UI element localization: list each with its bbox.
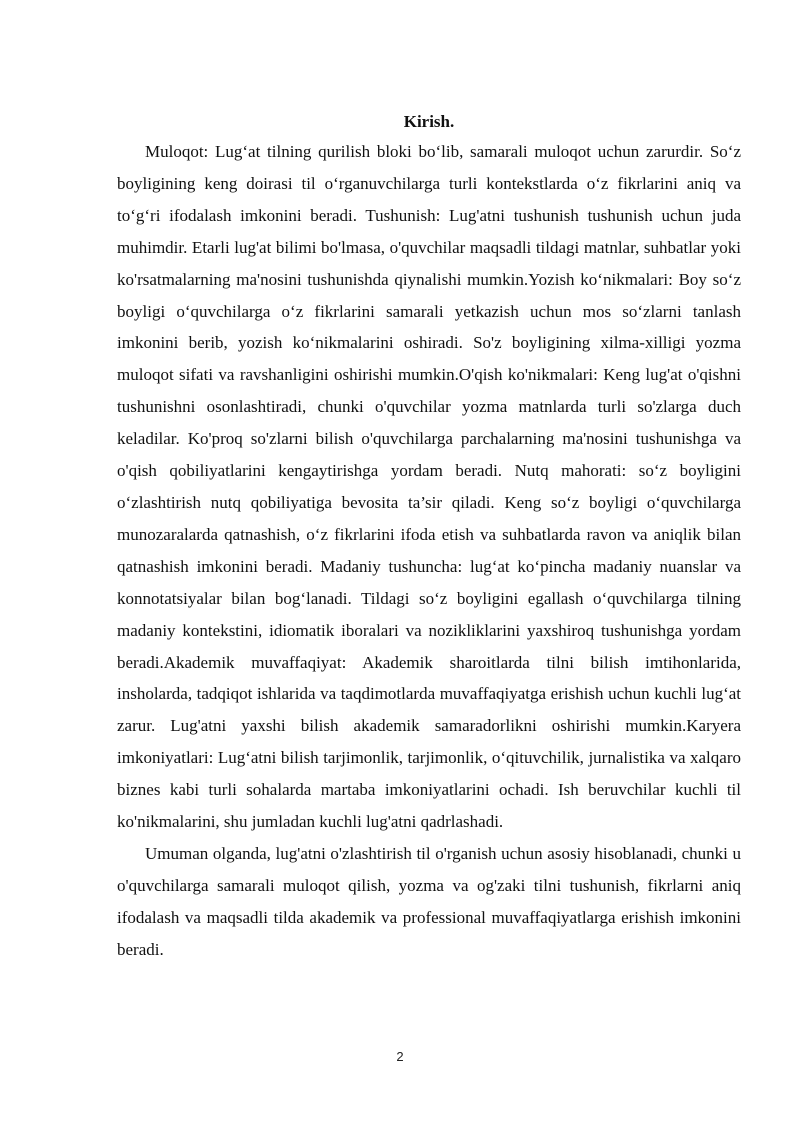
body-paragraph: Umuman olganda, lug'atni o'zlashtirish til o'rganish uchun asosiy hisoblanadi, chunki u o'quvchilarga samarali muloqot qilish, yozma va og'zaki tilni tushunish, fikrlarni aniq ifodalash va maqsadli tilda akademik va professional muvaffaqiyatlarga erishish imkonini beradi. — [117, 843, 741, 959]
document-page — [117, 108, 741, 966]
section-title: Kirish. — [403, 112, 455, 131]
page-number: 2 — [396, 1049, 404, 1064]
body-paragraph: Muloqot: Lug‘at tilning qurilish bloki bo‘lib, samarali muloqot uchun zarurdir. So‘z boyligining keng doirasi til o‘rganuvchilarga turli kontekstlarda o‘z fikrlarini aniq va to‘g‘ri ifodalash imkonini beradi. Tushunish: Lug'atni tushunish tushunish uchun juda muhimdir. Etarli lug'at bilimi bo'lmasa, o'quvchilar maqsadli tildagi matnlar, suhbatlar yoki ko'rsatmalarning ma'nosini tushunishda qiynalishi mumkin.Yozish ko‘nikmalari: Boy so‘z boyligi o‘quvchilarga o‘z fikrlarini samarali yetkazish uchun mos so‘zlarni tanlash imkonini berib, yozish ko‘nikmalarini oshiradi. So'z boyligining xilma-xilligi yozma muloqot sifati va ravshanligini oshirishi mumkin.O'qish ko'nikmalari: Keng lug'at o'qishni tushunishni osonlashtiradi, chunki o'quvchilar yozma matnlarda turli so'zlarga duch keladilar. Ko'proq so'zlarni bilish o'quvchilarga parchalarning ma'nosini tushunishga va o'qish qobiliyatlarini kengaytirishga yordam beradi. Nutq mahorati: so‘z boyligini o‘zlashtirish nutq qobiliyatiga bevosita ta’sir qiladi. Keng so‘z boyligi o‘quvchilarga munozaralarda qatnashish, o‘z fikrlarini ifoda etish va suhbatlarda ravon va aniqlik bilan qatnashish imkonini beradi. Madaniy tushuncha: lug‘at ko‘pincha madaniy nuanslar va konnotatsiyalar bilan bog‘lanadi. Tildagi so‘z boyligini egallash o‘quvchilarga tilning madaniy kontekstini, idiomatik iboralari va nozikliklarini yaxshiroq tushunishga yordam beradi.Akademik muvaffaqiyat: Akademik sharoitlarda tilni bilish imtihonlarida, insholarda, tadqiqot ishlarida va taqdimotlarda muvaffaqiyatga erishish uchun kuchli lug‘at zarur. Lug'atni yaxshi bilish akademik samaradorlikni oshirishi mumkin.Karyera imkoniyatlari: Lug‘atni bilish tarjimonlik, tarjimonlik, o‘qituvchilik, jurnalistika va xalqaro biznes kabi turli sohalarda martaba imkoniyatlarini ochadi. Ish beruvchilar kuchli til ko'nikmalarini, shu jumladan kuchli lug'atni qadrlashadi. — [117, 142, 741, 832]
